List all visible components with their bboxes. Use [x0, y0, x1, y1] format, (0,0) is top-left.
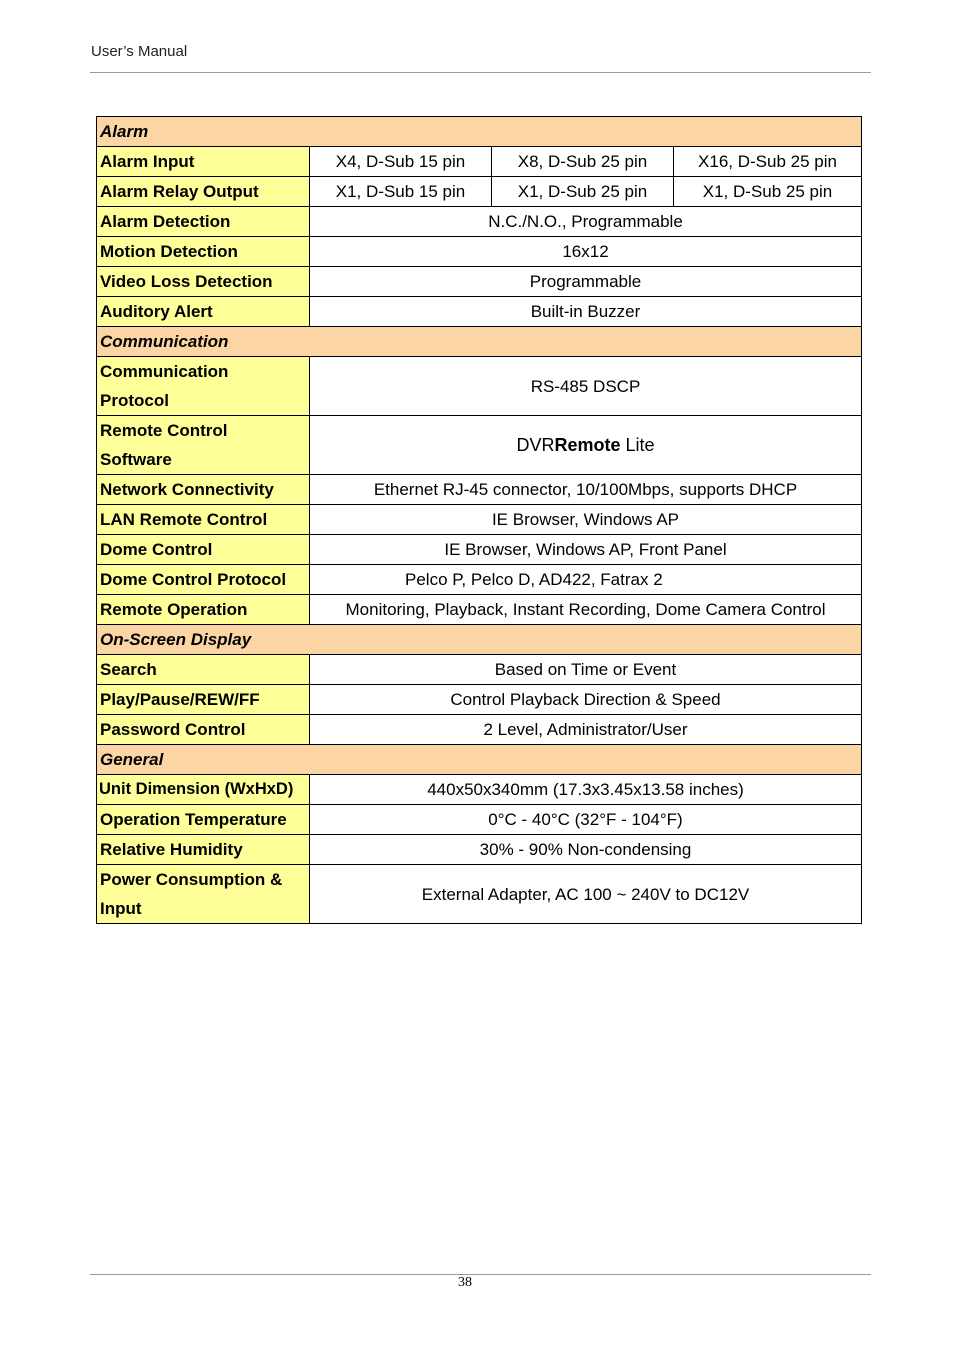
section-row-osd: [97, 625, 862, 655]
section-row-alarm: [97, 117, 862, 147]
cell-value: 16x12: [310, 237, 862, 267]
table-row: [97, 865, 862, 924]
cell-value: N.C./N.O., Programmable: [310, 207, 862, 237]
row-label: Relative Humidity: [97, 835, 310, 865]
row-label: Motion Detection: [97, 237, 310, 267]
row-label: Remote Operation: [97, 595, 310, 625]
section-title: On-Screen Display: [97, 625, 862, 655]
table-row: [97, 267, 862, 297]
row-label: Operation Temperature: [97, 805, 310, 835]
table-row: [97, 177, 862, 207]
row-label-line: Power Consumption &: [100, 870, 283, 889]
cell-value: 0°C - 40°C (32°F - 104°F): [310, 805, 862, 835]
cell-value: IE Browser, Windows AP, Front Panel: [310, 535, 862, 565]
table-row: [97, 775, 862, 805]
software-name-prefix: DVR: [516, 434, 555, 455]
table-row: [97, 685, 862, 715]
row-label-line: Communication: [100, 362, 229, 381]
cell-value: X1, D-Sub 25 pin: [492, 177, 674, 207]
row-label: Play/Pause/REW/FF: [97, 685, 310, 715]
section-title: Communication: [97, 327, 862, 357]
cell-value: 440x50x340mm (17.3x3.45x13.58 inches): [310, 775, 862, 805]
row-label: Video Loss Detection: [97, 267, 310, 297]
specification-table: [96, 116, 862, 924]
table-row: [97, 147, 862, 177]
table-row: [97, 416, 862, 475]
page-number: 38: [458, 1275, 472, 1290]
table-row: [97, 535, 862, 565]
cell-value: Ethernet RJ-45 connector, 10/100Mbps, supports DHCP: [310, 475, 862, 505]
row-label: [97, 865, 310, 924]
row-label: Auditory Alert: [97, 297, 310, 327]
page-header-title: User’s Manual: [91, 43, 188, 60]
table-row: [97, 565, 862, 595]
row-label: Dome Control Protocol: [97, 565, 310, 595]
header-divider: [90, 72, 871, 73]
table-row: [97, 237, 862, 267]
section-title: General: [97, 745, 862, 775]
cell-value: 30% - 90% Non-condensing: [310, 835, 862, 865]
cell-value: X4, D-Sub 15 pin: [310, 147, 492, 177]
cell-value: [310, 416, 862, 475]
software-name-bold: Remote: [554, 434, 621, 455]
cell-value: X8, D-Sub 25 pin: [492, 147, 674, 177]
cell-value: Programmable: [310, 267, 862, 297]
section-row-general: [97, 745, 862, 775]
row-label: [97, 416, 310, 475]
cell-value: Control Playback Direction & Speed: [310, 685, 862, 715]
row-label-line: Remote Control: [100, 421, 228, 440]
table-row: [97, 207, 862, 237]
row-label: Alarm Relay Output: [97, 177, 310, 207]
software-name-suffix: Lite: [620, 434, 655, 455]
row-label-line: Input: [100, 899, 142, 918]
row-label: Password Control: [97, 715, 310, 745]
cell-value: Pelco P, Pelco D, AD422, Fatrax 2: [310, 565, 862, 595]
table-row: [97, 805, 862, 835]
row-label-line: Protocol: [100, 391, 169, 410]
table-row: [97, 475, 862, 505]
cell-value: X1, D-Sub 25 pin: [674, 177, 862, 207]
cell-value: X16, D-Sub 25 pin: [674, 147, 862, 177]
table-row: [97, 715, 862, 745]
cell-value: IE Browser, Windows AP: [310, 505, 862, 535]
table-row: [97, 357, 862, 416]
table-row: [97, 297, 862, 327]
cell-value: 2 Level, Administrator/User: [310, 715, 862, 745]
row-label: Network Connectivity: [97, 475, 310, 505]
table-row: [97, 505, 862, 535]
row-label: LAN Remote Control: [97, 505, 310, 535]
row-label: Alarm Input: [97, 147, 310, 177]
cell-value: External Adapter, AC 100 ~ 240V to DC12V: [310, 865, 862, 924]
table-row: [97, 595, 862, 625]
row-label: Dome Control: [97, 535, 310, 565]
cell-value: Based on Time or Event: [310, 655, 862, 685]
row-label: Search: [97, 655, 310, 685]
row-label: Unit Dimension (WxHxD): [97, 775, 310, 805]
table-row: [97, 835, 862, 865]
row-label: Alarm Detection: [97, 207, 310, 237]
cell-value: Monitoring, Playback, Instant Recording, Dome Camera Control: [310, 595, 862, 625]
table-row: [97, 655, 862, 685]
section-row-communication: [97, 327, 862, 357]
row-label-line: Software: [100, 450, 172, 469]
row-label: [97, 357, 310, 416]
cell-value: RS-485 DSCP: [310, 357, 862, 416]
cell-value: X1, D-Sub 15 pin: [310, 177, 492, 207]
section-title: Alarm: [97, 117, 862, 147]
cell-value: Built-in Buzzer: [310, 297, 862, 327]
